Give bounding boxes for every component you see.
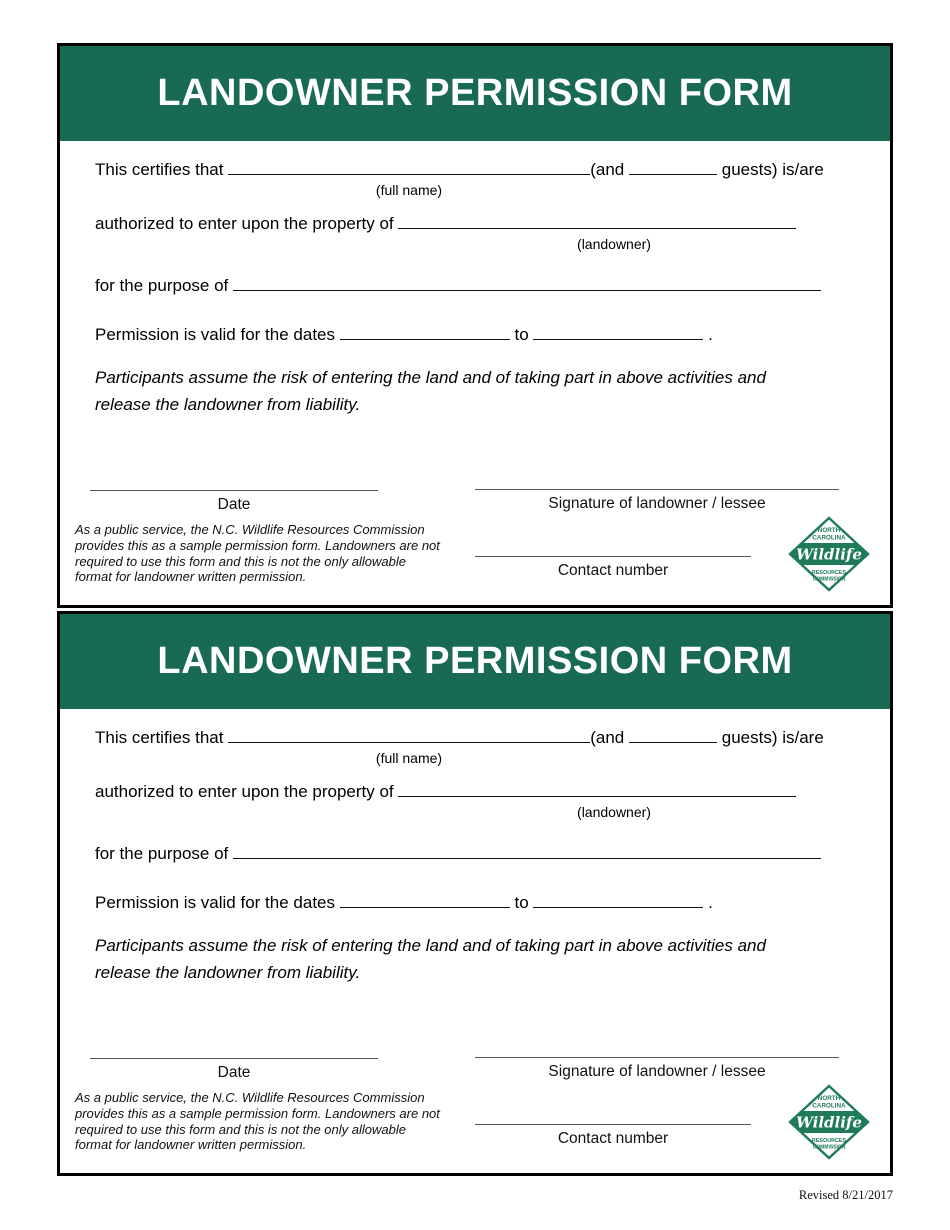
dates-text: Permission is valid for the dates bbox=[95, 325, 335, 344]
dates-line bbox=[95, 891, 713, 913]
purpose-text: for the purpose of bbox=[95, 276, 229, 295]
and-text: (and bbox=[590, 728, 625, 747]
contact-label: Contact number bbox=[557, 562, 669, 579]
full-name-caption: (full name) bbox=[375, 182, 443, 198]
landowner-signature-line bbox=[475, 1057, 839, 1058]
guests-text: guests) is/are bbox=[721, 160, 824, 179]
logo-text-wildlife: Wildlife bbox=[796, 1113, 862, 1132]
purpose-blank bbox=[233, 842, 821, 859]
guests-count-blank bbox=[629, 726, 717, 743]
dates-period: . bbox=[708, 325, 713, 344]
certifies-line bbox=[95, 726, 824, 748]
purpose-blank bbox=[233, 274, 821, 291]
notice-line: format for landowner written permission. bbox=[75, 569, 307, 585]
date-label: Date bbox=[217, 1064, 251, 1081]
landowner-signature-line bbox=[475, 489, 839, 490]
landowner-name-blank bbox=[398, 212, 796, 229]
dates-text: Permission is valid for the dates bbox=[95, 893, 335, 912]
purpose-line bbox=[95, 274, 821, 296]
ncwrc-logo bbox=[788, 1084, 870, 1160]
to-text: to bbox=[514, 325, 529, 344]
certifies-text: This certifies that bbox=[95, 728, 224, 747]
landowner-name-blank bbox=[398, 780, 796, 797]
disclaimer-line: Participants assume the risk of entering the land and of taking part in above activities and bbox=[95, 368, 766, 387]
date-to-blank bbox=[533, 323, 703, 340]
logo-text-resources: RESOURCES bbox=[811, 1138, 847, 1144]
and-text: (and bbox=[590, 160, 625, 179]
purpose-line bbox=[95, 842, 821, 864]
date-from-blank bbox=[340, 891, 510, 908]
date-to-blank bbox=[533, 891, 703, 908]
notice-line: As a public service, the N.C. Wildlife Resources Commission bbox=[75, 1090, 425, 1105]
logo-text-commission: COMMISSION bbox=[812, 576, 846, 583]
guests-count-blank bbox=[629, 158, 717, 175]
form-title: LANDOWNER PERMISSION FORM bbox=[157, 640, 793, 682]
liability-disclaimer bbox=[95, 364, 865, 418]
signature-label: Signature of landowner / lessee bbox=[548, 495, 766, 512]
public-service-notice bbox=[75, 1090, 445, 1153]
notice-line: required to use this form and this is not the only allowable bbox=[75, 1121, 406, 1137]
logo-text-carolina: CAROLINA bbox=[812, 1102, 846, 1110]
contact-number-line bbox=[475, 556, 751, 557]
notice-line: As a public service, the N.C. Wildlife Resources Commission bbox=[75, 522, 425, 537]
logo-text-north: NORTH bbox=[817, 1095, 841, 1102]
logo-text-carolina: CAROLINA bbox=[812, 534, 846, 542]
logo-text-north: NORTH bbox=[817, 527, 841, 534]
authorized-text: authorized to enter upon the property of bbox=[95, 214, 394, 233]
disclaimer-line: Participants assume the risk of entering the land and of taking part in above activities and bbox=[95, 936, 766, 955]
logo-text-resources: RESOURCES bbox=[811, 570, 847, 576]
landowner-caption: (landowner) bbox=[577, 804, 651, 820]
guests-text: guests) is/are bbox=[721, 728, 824, 747]
date-signature-line bbox=[90, 1058, 378, 1059]
ncwrc-logo bbox=[788, 516, 870, 592]
full-name-caption: (full name) bbox=[375, 750, 443, 766]
date-from-blank bbox=[340, 323, 510, 340]
form-header-bar bbox=[60, 614, 890, 709]
full-name-blank bbox=[228, 158, 590, 175]
contact-number-line bbox=[475, 1124, 751, 1125]
public-service-notice bbox=[75, 522, 445, 585]
authorized-line bbox=[95, 780, 796, 802]
certifies-line bbox=[95, 158, 824, 180]
notice-line: format for landowner written permission. bbox=[75, 1137, 307, 1153]
date-label: Date bbox=[217, 496, 251, 513]
to-text: to bbox=[514, 893, 529, 912]
date-signature-line bbox=[90, 490, 378, 491]
full-name-blank bbox=[228, 726, 590, 743]
dates-line bbox=[95, 323, 713, 345]
disclaimer-line: release the landowner from liability. bbox=[95, 395, 361, 414]
dates-period: . bbox=[708, 893, 713, 912]
liability-disclaimer bbox=[95, 932, 865, 986]
contact-label: Contact number bbox=[557, 1130, 669, 1147]
permission-form-1 bbox=[57, 43, 893, 608]
certifies-text: This certifies that bbox=[95, 160, 224, 179]
logo-text-commission: COMMISSION bbox=[812, 1144, 846, 1151]
notice-line: required to use this form and this is not the only allowable bbox=[75, 553, 406, 569]
form-header-bar bbox=[60, 46, 890, 141]
landowner-caption: (landowner) bbox=[577, 236, 651, 252]
notice-line: provides this as a sample permission form. Landowners are not bbox=[75, 1105, 440, 1121]
disclaimer-line: release the landowner from liability. bbox=[95, 963, 361, 982]
signature-label: Signature of landowner / lessee bbox=[548, 1063, 766, 1080]
authorized-text: authorized to enter upon the property of bbox=[95, 782, 394, 801]
purpose-text: for the purpose of bbox=[95, 844, 229, 863]
form-title: LANDOWNER PERMISSION FORM bbox=[157, 72, 793, 114]
permission-form-2 bbox=[57, 611, 893, 1176]
notice-line: provides this as a sample permission form. Landowners are not bbox=[75, 537, 440, 553]
logo-text-wildlife: Wildlife bbox=[796, 545, 862, 564]
authorized-line bbox=[95, 212, 796, 234]
revised-date-note: Revised 8/21/2017 bbox=[798, 1188, 893, 1202]
